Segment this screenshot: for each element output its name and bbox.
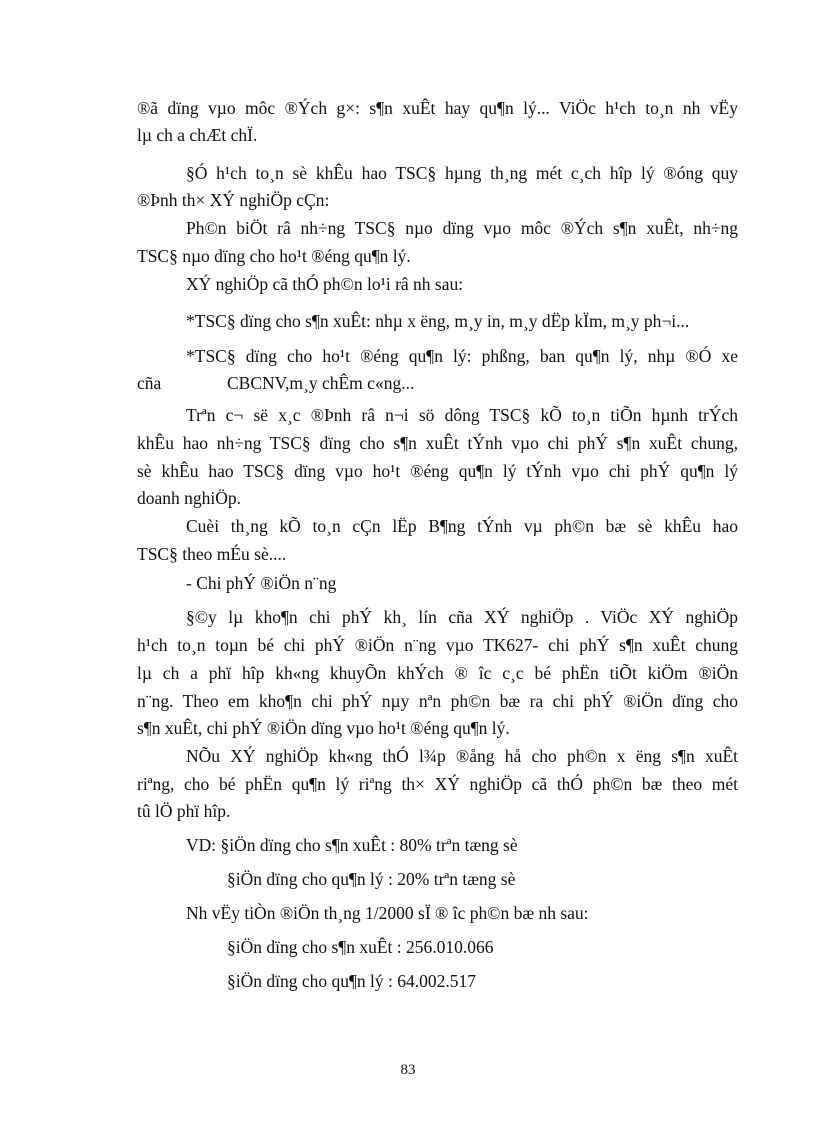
text-line: NÕu XÝ nghiÖp kh«ng thÓ l¾p ®ång hå cho ph©n x ëng s¶n xuÊt (186, 746, 738, 766)
text-line: s¶n xuÊt, chi phÝ ®iÖn dïng vµo ho¹t ®éng qu¶n lý. (137, 718, 510, 738)
text-line: khÊu hao nh÷ng TSC§ dïng cho s¶n xuÊt tÝnh vµo chi phÝ s¶n xuÊt chung, (137, 433, 738, 453)
text-line: doanh nghiÖp. (137, 488, 242, 508)
text-line: h¹ch to¸n toµn bé chi phÝ ®iÖn n¨ng vµo TK627- chi phÝ s¶n xuÊt chung (137, 635, 738, 655)
text-line: sè khÊu hao TSC§ dïng vµo ho¹t ®éng qu¶n lý tÝnh vµo chi phÝ qu¶n lý (137, 461, 738, 481)
text-line: §iÖn dïng cho qu¶n lý : 64.002.517 (227, 971, 477, 991)
text-line: ®ã dïng vµo môc ®Ých g×: s¶n xuÊt hay qu¶n lý... ViÖc h¹ch to¸n nh vËy (137, 98, 738, 118)
text-line: §iÖn dïng cho s¶n xuÊt : 256.010.066 (227, 937, 494, 957)
text-line: Trªn c¬ së x¸c ®Þnh râ n¬i sö dông TSC§ kÕ to¸n tiÕn hµnh trÝch (186, 405, 738, 425)
text-line: tû lÖ phï hîp. (137, 801, 231, 821)
text-line: Ph©n biÖt râ nh÷ng TSC§ nµo dïng vµo môc ®Ých s¶n xuÊt, nh÷ng (186, 218, 738, 238)
text-line: *TSC§ dïng cho ho¹t ®éng qu¶n lý: phßng, ban qu¶n lý, nhµ ®Ó xe (186, 346, 738, 366)
text-line: CBCNV,m¸y chÊm c«ng... (227, 373, 415, 393)
text-line: lµ ch a chÆt chÏ. (137, 125, 258, 145)
text-line: TSC§ theo mÉu sè.... (137, 544, 287, 564)
text-line: n¨ng. Theo em kho¶n chi phÝ nµy nªn ph©n bæ ra chi phÝ ®iÖn dïng cho (137, 691, 738, 711)
text-line: lµ ch a phï hîp kh«ng khuyÕn khÝch ® îc c¸c bé phËn tiÕt kiÖm ®iÖn (137, 663, 738, 683)
text-line: VD: §iÖn dïng cho s¶n xuÊt : 80% trªn tæng sè (186, 835, 518, 855)
text-line: TSC§ nµo dïng cho ho¹t ®éng qu¶n lý. (137, 246, 411, 266)
text-line: riªng, cho bé phËn qu¶n lý riªng th× XÝ nghiÖp cã thÓ ph©n bæ theo mét (137, 774, 738, 794)
text-line: Nh vËy tiÒn ®iÖn th¸ng 1/2000 sÏ ® îc ph©n bæ nh sau: (186, 903, 589, 923)
text-line: ®Þnh th× XÝ nghiÖp cÇn: (137, 190, 330, 210)
text-line: XÝ nghiÖp cã thÓ ph©n lo¹i râ nh sau: (186, 274, 464, 294)
text-line: - Chi phÝ ®iÖn n¨ng (186, 573, 337, 593)
text-line: *TSC§ dïng cho s¶n xuÊt: nhµ x ëng, m¸y in, m¸y dËp kÏm, m¸y ph¬i... (186, 311, 690, 331)
text-line: cña (137, 373, 162, 393)
text-line: Cuèi th¸ng kÕ to¸n cÇn lËp B¶ng tÝnh vµ ph©n bæ sè khÊu hao (186, 516, 738, 536)
text-line: §©y lµ kho¶n chi phÝ kh¸ lín cña XÝ nghiÖp . ViÖc XÝ nghiÖp (186, 607, 738, 627)
text-line: §iÖn dïng cho qu¶n lý : 20% trªn tæng sè (227, 869, 516, 889)
page-number: 83 (400, 1062, 416, 1078)
text-line: §Ó h¹ch to¸n sè khÊu hao TSC§ hµng th¸ng mét c¸ch hîp lý ®óng quy (186, 163, 738, 183)
